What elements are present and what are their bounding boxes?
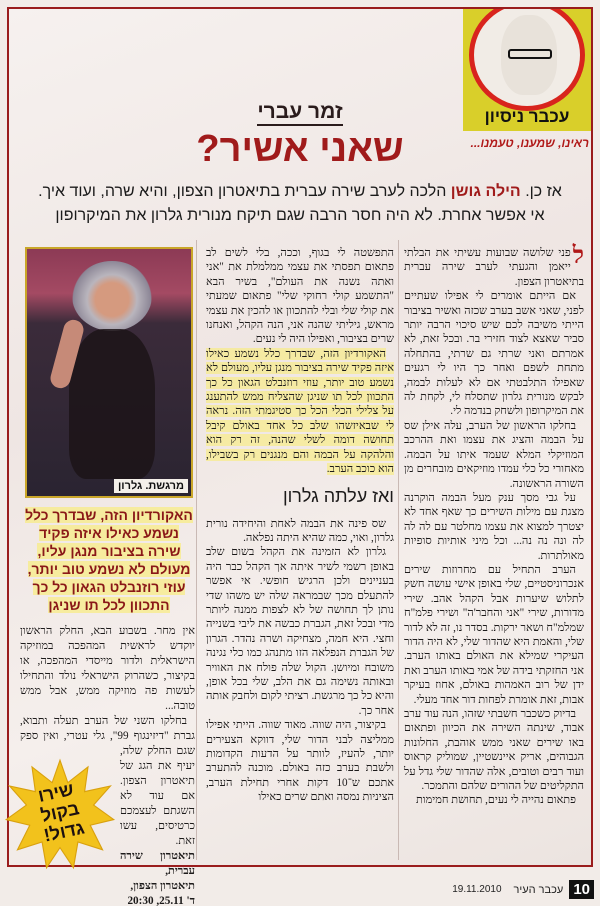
article-column-middle bbox=[206, 246, 394, 805]
article-column-right bbox=[404, 243, 584, 808]
paragraph: בחלקו השני של הערב תעלה ותבוא, גברת "דיזינגוף 99", גלי עטרי, ואין ספק שגם החלק שלה, יעיף את הגג של תיאטרון הצפון. אם עוד לא השגתם לעצמכם כרטיסים, עשו זאת. bbox=[20, 715, 195, 847]
paragraph: גלרון לא הזמינה את הקהל בשום שלב באופן רשמי לשיר איתה אך הקהל כבר היה בעניינים ולכן הרגיש חופשי. אי אפשר להתעלם מכך שבמראה שלה יש משהו שדי נותן לך תחושה של לא לצפות ממנה ליותר מדי ובכל זאת, הגברת כבשה את ליבי בשנייה וחצי. היא חמה, מצחיקה ושרה נהדר. הגרון של הגברת הנפלאה הזו מתנהג כמו כלי נגינה משובח ומיושן. הקול שלה פולח את האוויר ובאותה נשימה גם את הלב, שלי בכל אופן, והיא כל כך מרגשת. רציתי לקום ולחבק אותה אחר כך. bbox=[206, 546, 394, 717]
photo-singer-head bbox=[72, 261, 152, 331]
deck bbox=[0, 180, 600, 228]
starburst-text: שירו בקול גדול! bbox=[36, 778, 87, 846]
paragraph: אם הייתם אומרים לי אפילו שעתיים לפני, שאני אשב בערב שכזה ואשיר בציבור הייתי משיבה לכם שיש סיכוי הרבה יותר סביר שאצא לצוד חזירי בר. ובכל זאת, לא אמרתם ואני שרתי גם שרתי, בהתחלה מתחת לשפם ואחר כך היו לי רגעים שאפילו התלבטתי אם לא לעלות לבמה, לבקש מנורית גלרון שתסלח לי, לקחת לה את המיקרופון ולשחק בנדמה לי. bbox=[404, 290, 584, 418]
event-date-time: ד' 25.11, 20:30 bbox=[127, 895, 195, 906]
photo-caption: מרגשת. גלרון bbox=[114, 479, 188, 493]
pull-quote bbox=[22, 506, 196, 614]
publication-name: עכבר העיר bbox=[513, 883, 564, 896]
headline: שאני אשיר? bbox=[196, 128, 404, 170]
deck-line-2: אי אפשר אחרת. לא היה חסר הרבה שגם תיקח מנורית גלרון את המיקרופון bbox=[55, 207, 545, 224]
paragraph: בדיוק כשכבר חשבתי שזהו, הנה עוד ערב אבוד, שינתה השירה את הכיוון ופתאום באו שירים שאני ממש אוהבת, החלונות הגבוהים, אריק איינשטיין, שמוליק קראוס ועוד רבים וטובים, אלה שהדור שלי גדל על התקליטים של ההורים שלהם והתמכר. bbox=[404, 708, 584, 793]
paragraph: התפשטה לי בגוף, וככה, בלי לשים לב פתאום תפסתי את עצמי ממלמלת את "אני ואתה נשנה את העולם", בשיר הבא "התשמע קולי רחוקי שלי" פתאום שמעתי את קולי שלי ובלי להתכוון או להכין את עצמי מראש, גיליתי שהנה אני, הנה הקהל, ואנחנו שרים בציבור, ואפילו היה לי נעים. bbox=[206, 247, 394, 346]
drop-cap: ל bbox=[572, 243, 584, 269]
subheading: ואז עלתה גלרון bbox=[282, 485, 394, 506]
logo-tagline: ראינו, שמענו, טעמנו... bbox=[470, 136, 589, 150]
paragraph: בחלקו הראשון של הערב, עלה אילן שס על הבמה והציג את עצמו ואת ההרכב המוזיקלי המלא שעמד איתו על הבמה. מאחורי כל כלי עמדו מוזיקאים מובחרים מן השורה הראשונה. bbox=[404, 419, 584, 490]
pull-quote-text: האקורדיון הזה, שבדרך כלל נשמע כאילו איזה פקיד שירה בציבור מנגן עליו, מעולם לא נשמע טוב יותר, עוזי רוזנבלט הגאון כל כך התכוון לכל תו שניגן bbox=[25, 507, 193, 613]
section-label bbox=[0, 100, 600, 124]
paragraph: פתאום נהייה לי נעים, תחושת חמימות bbox=[415, 794, 576, 807]
event-venue: תיאטרון הצפון, bbox=[130, 880, 195, 892]
event-name: תיאטרון שירה עברית, bbox=[120, 850, 195, 877]
column-divider bbox=[196, 240, 197, 860]
logo-brand: עכבר ניסיון bbox=[484, 107, 570, 126]
author-name: הילה גושן bbox=[450, 183, 521, 200]
page-footer bbox=[452, 880, 594, 899]
paragraph: על גבי מסך ענק מעל הבמה הוקרנה מצגת עם מילות השירים כך שאף אחד לא יצטרך למצוא את עצמו מחלטר עם לה לה לה ונה נה נה... וכל מיני אותיות סופיות מאולתרות. bbox=[404, 491, 584, 562]
column-divider bbox=[398, 240, 399, 860]
issue-date: 19.11.2010 bbox=[452, 884, 502, 895]
paragraph-text: פני שלושה שבועות עשיתי את הבלתי ייאמן והגעתי לערב שירה עברית בתיאטרון הצפון. bbox=[404, 247, 584, 288]
paragraph bbox=[404, 243, 584, 289]
highlight-text: האקורדיון הזה, שבדרך כלל נשמע כאילו איזה פקיד שירה בציבור מנגן עליו, מעולם לא נשמע טוב יותר, עוזי רוזנבלט הגאון כל כך התכוון לכל תו שניגן שהצליח ממש להתענג על צלילי הכלי הכל כך סטיגמתי הזה. נראה לי שבאיזשהו שלב כל אחד באולם קיבל תחושה דומה לשלי שהנה, זה רק הוא והלהקה על הבמה והם מנגנים רק בשבילו, הוא כוכב הערב. bbox=[206, 347, 394, 476]
highlighted-paragraph bbox=[206, 347, 394, 477]
paragraph: אין מחר. בשבוע הבא, החלק הראשון יוקדש לראשית המהפכה במוזיקה הישראלית ולדור מייסדי המהפכה, או בקיצור, כשהרוק הישראלי נולד והתחילו לעשות פה מוזיקה ממש, אבל ממש טובה... bbox=[20, 625, 195, 712]
page-number: 10 bbox=[569, 880, 594, 899]
paragraph: בקיצור, היה שווה. מאוד שווה. הייתי אפילו ממליצה לבני הדור שלי, דווקא הצעירים יותר, להעיז, לוותר על הדעות הקדומות ולשבת בערב כזה באולם. מוכנה להתערב אתכם ש־10 דקות אחרי תחילת הערב, הציניות נמסה ואתם שרים כאילו bbox=[206, 719, 394, 804]
glasses-icon bbox=[508, 49, 552, 59]
singer-photo bbox=[25, 247, 193, 498]
paragraph: הערב התחיל עם מחרוזות שירים אנכרוניסטיים, שלי באופן אישי עושה חשק לתלוש שיערות אבל הקהל אהב. שירי מדורות, שירי "אני והחבר'ה" ושירי פלמ"ח שמלמ"ח ושאר ירקות. בסדר נו, זה לא לדור שלי, והאמת היא שהדור שלי, לא היה הדור העיקרי שמילא את האולם באותו הערב. אני החזקתי בידה של אמי באותו הערב ואת ידן של רוב האמהות באולם, אחוז בעיקר אבות, זאת אומרת לפחות דור אחד מעלי. bbox=[404, 563, 584, 706]
section-label-text: זמר עברי bbox=[257, 100, 342, 126]
paragraph: שס פינה את הבמה לאחת והיחידה נורית גלרון, ואוי, כמה שהיא היתה נפלאה. bbox=[206, 517, 394, 544]
deck-line-1-rest: הלכה לערב שירה עברית בתיאטרון הצפון, והיא שרה, ועוד איך. bbox=[38, 183, 447, 200]
photo-singer-body bbox=[69, 329, 155, 479]
deck-line-1 bbox=[0, 180, 600, 204]
deck-prefix: אז כן. bbox=[525, 183, 562, 200]
